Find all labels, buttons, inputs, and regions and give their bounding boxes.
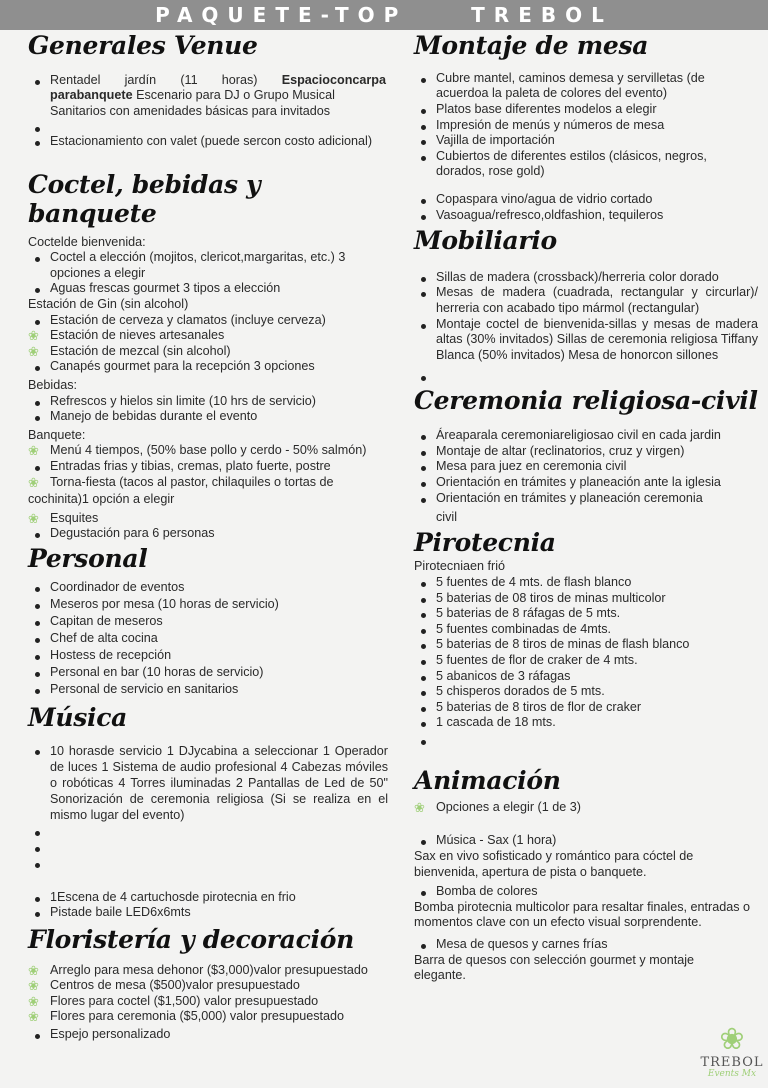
- list-item: Sanitarios con amenidades básicas para invitados: [50, 103, 331, 118]
- floristeria-list: [28, 963, 388, 1043]
- list-item: 1 cascada de 18 mts.: [414, 715, 758, 731]
- list-item: Vajilla de importación: [414, 133, 758, 149]
- list-item: Mesa de quesos y carnes frías: [414, 937, 758, 953]
- logo-name: TREBOL: [700, 1055, 764, 1070]
- list-item: 5 baterias de 8 ráfagas de 5 mts.: [414, 606, 758, 622]
- list-item: 10 horasde servicio 1 DJycabina a seleccionar 1 Operador de luces 1 Sistema de audio profesional 4 Cabezas móviles o robóticas 4 Torres iluminadas 2 Pantallas de Led de 50" Sonorización de ceremonia religiosa (Si se realiza en el mismo lugar del evento): [28, 743, 388, 824]
- list-item: 5 fuentes de flor de craker de 4 mts.: [414, 653, 758, 669]
- logo-sub: Events Mx: [707, 1069, 757, 1079]
- list-item: Bomba de colores: [414, 884, 758, 900]
- animacion-opciones: [414, 800, 758, 816]
- heading-coctel: Coctel, bebidas y banquete: [28, 170, 261, 228]
- ceremonia-list: [414, 428, 758, 506]
- list-item: Manejo de bebidas durante el evento: [28, 409, 388, 425]
- coctel-list-1: [28, 250, 388, 297]
- list-item: Copaspara vino/agua de vidrio cortado: [414, 192, 758, 208]
- list-item-empty: [414, 733, 758, 749]
- list-item: Estación de cerveza y clamatos (incluye cerveza): [28, 313, 388, 329]
- list-item: ❀ Centros de mesa ($500)valor presupuestado: [28, 978, 388, 994]
- list-item: 5 chisperos dorados de 5 mts.: [414, 684, 758, 700]
- list-item: Meseros por mesa (10 horas de servicio): [28, 597, 388, 613]
- list-item: Pistade baile LED6x6mts: [28, 905, 388, 921]
- generales-line1: Rentadel jardín (11 horas): [50, 72, 282, 87]
- list-item: 5 baterias de 08 tiros de minas multicolor: [414, 591, 758, 607]
- animacion-desc-2: Bomba pirotecnia multicolor para resaltar finales, entradas o momentos clave con un efecto visual sorprendente.: [414, 899, 751, 930]
- generales-list: [28, 73, 388, 149]
- coctel-list-2: [28, 313, 388, 375]
- animacion-desc-1: Sax en vivo sofisticado y romántico para cóctel de bienvenida, apertura de pista o banquete.: [414, 848, 694, 879]
- coctel-sub-bienvenida: Coctelde bienvenida:: [28, 234, 146, 249]
- coctel-sub-gin: Estación de Gin (sin alcohol): [28, 297, 189, 311]
- list-item: Vasoagua/refresco,oldfashion, tequileros: [414, 208, 758, 224]
- list-item: [28, 73, 388, 104]
- list-item: 5 baterias de 8 tiros de minas de flash blanco: [414, 637, 758, 653]
- heading-animacion: Animación: [414, 766, 561, 795]
- list-item-empty: [28, 856, 388, 872]
- list-item: ❀ Menú 4 tiempos, (50% base pollo y cerdo - 50% salmón): [28, 443, 388, 459]
- trebol-logo: [700, 1024, 764, 1086]
- mobiliario-list: [414, 270, 758, 386]
- coctel-sub-bebidas: Bebidas:: [28, 377, 78, 392]
- list-item-empty: [414, 369, 758, 385]
- list-item: 5 fuentes de 4 mts. de flash blanco: [414, 575, 758, 591]
- list-item: Impresión de menús y números de mesa: [414, 118, 758, 134]
- generales-line1-bold: Espacioconcarpa parabanquete: [50, 72, 386, 103]
- list-item: Orientación en trámites y planeación ante la iglesia: [414, 475, 758, 491]
- coctel-cont: cochinita)1 opción a elegir: [28, 492, 175, 507]
- montaje-list: [414, 71, 758, 180]
- list-item: Montaje de altar (reclinatorios, cruz y virgen): [414, 444, 758, 460]
- animacion-desc-3: Barra de quesos con selección gourmet y montaje elegante.: [414, 952, 695, 983]
- page-title-banner: PAQUETE-TOP TREBOL: [0, 0, 768, 30]
- list-item: Coctel a elección (mojitos, clericot,margaritas, etc.) 3 opciones a elegir: [28, 250, 388, 281]
- left-column: [28, 30, 388, 1042]
- generales-line1-rest: Escenario para DJ o Grupo Musical: [132, 88, 335, 103]
- animacion-opcion-1: [414, 833, 758, 849]
- heading-musica: Música: [28, 702, 128, 732]
- heading-personal: Personal: [28, 543, 148, 573]
- list-item: Cubiertos de diferentes estilos (clásicos, negros, dorados, rose gold): [414, 149, 758, 180]
- list-item: Sillas de madera (crossback)/herreria color dorado: [414, 270, 758, 286]
- list-item: ❀ Torna-fiesta (tacos al pastor, chilaquiles o tortas de: [28, 475, 388, 491]
- list-item: Chef de alta cocina: [28, 631, 388, 647]
- list-item: ❀ Opciones a elegir (1 de 3): [414, 800, 758, 816]
- list-item: Montaje coctel de bienvenida-sillas y mesas de madera altas (30% invitados) Sillas de ceremonia religiosa Tiffany Blanca (50% invitados) Mesa de honorcon sillones: [414, 317, 758, 364]
- list-item: Mesas de madera (cuadrada, rectangular y circurlar)/ herreria con acabado tipo mármol (rectangular): [414, 285, 758, 316]
- heading-pirotecnia: Pirotecnia: [414, 527, 556, 557]
- clover-icon: ❀: [719, 1023, 745, 1056]
- list-item: ❀ Arreglo para mesa dehonor ($3,000)valor presupuestado: [28, 963, 388, 979]
- heading-generales: Generales Venue: [28, 31, 258, 60]
- list-item-empty: [28, 824, 388, 840]
- list-item: ❀ Esquites: [28, 511, 388, 527]
- list-item: Coordinador de eventos: [28, 580, 388, 596]
- list-item-empty: [28, 840, 388, 856]
- list-item: ❀ Estación de nieves artesanales: [28, 328, 388, 344]
- musica-list: [28, 743, 388, 921]
- pirotecnia-sub: Pirotecniaen frió: [414, 559, 506, 574]
- coctel-list-4: [28, 443, 388, 490]
- list-item: Aguas frescas gourmet 3 tipos a elección: [28, 281, 388, 297]
- list-item: Canapés gourmet para la recepción 3 opciones: [28, 359, 388, 375]
- list-item: Personal de servicio en sanitarios: [28, 682, 388, 698]
- list-item: 5 abanicos de 3 ráfagas: [414, 669, 758, 685]
- animacion-opcion-2: [414, 884, 758, 900]
- list-item: Espejo personalizado: [28, 1027, 388, 1043]
- list-item: Platos base diferentes modelos a elegir: [414, 102, 758, 118]
- coctel-list-5: [28, 511, 388, 542]
- list-item: Mesa para juez en ceremonia civil: [414, 459, 758, 475]
- montaje-list-2: [414, 192, 758, 223]
- list-item: Estacionamiento con valet (puede sercon costo adicional): [28, 134, 388, 150]
- coctel-sub-banquete: Banquete:: [28, 427, 86, 442]
- heading-mobiliario: Mobiliario: [414, 226, 557, 256]
- list-item: Cubre mantel, caminos demesa y servilletas (de acuerdoa la paleta de colores del evento): [414, 71, 758, 102]
- list-item: ❀ Estación de mezcal (sin alcohol): [28, 344, 388, 360]
- list-item: ❀ Flores para coctel ($1,500) valor presupuestado: [28, 994, 388, 1010]
- list-item: Personal en bar (10 horas de servicio): [28, 665, 388, 681]
- list-item: ❀ Flores para ceremonia ($5,000) valor presupuestado: [28, 1009, 388, 1025]
- list-item: Refrescos y hielos sin limite (10 hrs de servicio): [28, 394, 388, 410]
- list-item: Entradas frias y tibias, cremas, plato fuerte, postre: [28, 459, 388, 475]
- pirotecnia-list: [414, 575, 758, 749]
- right-column: [414, 30, 758, 984]
- list-item: 1Escena de 4 cartuchosde pirotecnia en frio: [28, 890, 388, 906]
- list-item: Áreaparala ceremoniareligiosao civil en cada jardin: [414, 428, 758, 444]
- list-item: Degustación para 6 personas: [28, 526, 388, 542]
- list-item: Música - Sax (1 hora): [414, 833, 758, 849]
- list-item: 5 fuentes combinadas de 4mts.: [414, 622, 758, 638]
- heading-montaje: Montaje de mesa: [414, 31, 649, 60]
- personal-list: [28, 580, 388, 698]
- heading-floristeria: Floristería y decoración: [28, 924, 354, 954]
- list-item: Orientación en trámites y planeación ceremonia: [414, 491, 758, 507]
- heading-ceremonia: Ceremonia religiosa-civil: [414, 386, 758, 416]
- list-item: Hostess de recepción: [28, 648, 388, 664]
- animacion-opcion-3: [414, 937, 758, 953]
- list-item: 5 baterias de 8 tiros de flor de craker: [414, 700, 758, 716]
- ceremonia-cont: civil: [436, 510, 457, 525]
- list-item: Capitan de meseros: [28, 614, 388, 630]
- coctel-list-3: [28, 394, 388, 425]
